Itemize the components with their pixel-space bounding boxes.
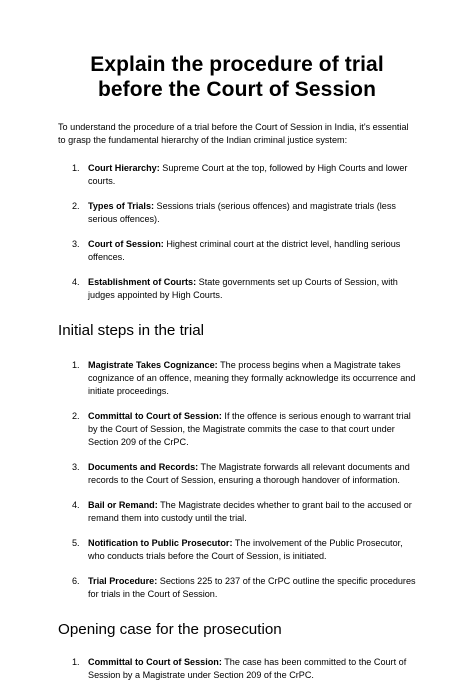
list-item-term: Committal to Court of Session: xyxy=(88,410,222,421)
list-item-number: 1. xyxy=(72,162,80,173)
list-item-number: 6. xyxy=(72,575,80,586)
list-item xyxy=(58,162,416,188)
list-item-term: Types of Trials: xyxy=(88,200,155,211)
list-item-text: The process begins when a Magistrate takes cognizance of an offence, meaning they formally acknowledge its occurrence and initiate proceedings. xyxy=(88,359,416,396)
initial-steps-list xyxy=(58,359,416,601)
list-item-text: The Magistrate forwards all relevant documents and records to the Court of Session, ensuring a thorough handover of information. xyxy=(88,461,410,485)
list-item-term: Establishment of Courts: xyxy=(88,276,197,287)
section-heading-opening-case: Opening case for the prosecution xyxy=(58,620,282,638)
list-item-text: The case has been committed to the Court of Session by a Magistrate under Section 209 of the CrPC. xyxy=(88,656,407,680)
list-item-text: Highest criminal court at the district level, handling serious offences. xyxy=(88,238,401,262)
list-item-term: Court of Session: xyxy=(88,238,164,249)
hierarchy-list xyxy=(58,162,416,302)
document-title: Explain the procedure of trial before the Court of Session xyxy=(90,53,384,101)
list-item-term: Bail or Remand: xyxy=(88,499,158,510)
list-item-term: Court Hierarchy: xyxy=(88,162,160,173)
intro-paragraph: To understand the procedure of a trial before the Court of Session in India, it's essential to grasp the fundamental hierarchy of the Indian criminal justice system: xyxy=(58,122,409,146)
list-item-number: 2. xyxy=(72,410,80,421)
list-item-text: Supreme Court at the top, followed by High Courts and lower courts. xyxy=(88,162,408,186)
opening-case-list xyxy=(58,656,416,682)
list-item-number: 3. xyxy=(72,238,80,249)
list-item xyxy=(58,461,416,487)
list-item-term: Trial Procedure: xyxy=(88,575,158,586)
list-item-text: Sessions trials (serious offences) and magistrate trials (less serious offences). xyxy=(88,200,396,224)
list-item-text: Sections 225 to 237 of the CrPC outline the specific procedures for trials in the Court of Session. xyxy=(88,575,416,599)
list-item-number: 2. xyxy=(72,200,80,211)
list-item xyxy=(58,359,416,398)
list-item-number: 1. xyxy=(72,656,80,667)
list-item-term: Notification to Public Prosecutor: xyxy=(88,537,233,548)
list-item-number: 4. xyxy=(72,499,80,510)
list-item xyxy=(58,575,416,601)
list-item xyxy=(58,499,416,525)
list-item-term: Committal to Court of Session: xyxy=(88,656,222,667)
list-item-number: 4. xyxy=(72,276,80,287)
list-item-text: If the offence is serious enough to warrant trial by the Court of Session, the Magistrate commits the case to that court under Section 209 of the CrPC. xyxy=(88,410,411,447)
list-item-text: State governments set up Courts of Session, with judges appointed by High Courts. xyxy=(88,276,398,300)
list-item xyxy=(58,410,416,449)
list-item xyxy=(58,276,416,302)
list-item xyxy=(58,656,416,682)
list-item-number: 5. xyxy=(72,537,80,548)
list-item-number: 3. xyxy=(72,461,80,472)
list-item-number: 1. xyxy=(72,359,80,370)
list-item-term: Magistrate Takes Cognizance: xyxy=(88,359,218,370)
list-item-term: Documents and Records: xyxy=(88,461,199,472)
list-item xyxy=(58,200,416,226)
section-heading-initial-steps: Initial steps in the trial xyxy=(58,321,205,339)
list-item xyxy=(58,238,416,264)
list-item xyxy=(58,537,416,563)
list-item-text: The involvement of the Public Prosecutor, who conducts trials before the Court of Session, is initiated. xyxy=(88,537,403,561)
list-item-text: The Magistrate decides whether to grant bail to the accused or remand them into custody until the trial. xyxy=(88,499,412,523)
